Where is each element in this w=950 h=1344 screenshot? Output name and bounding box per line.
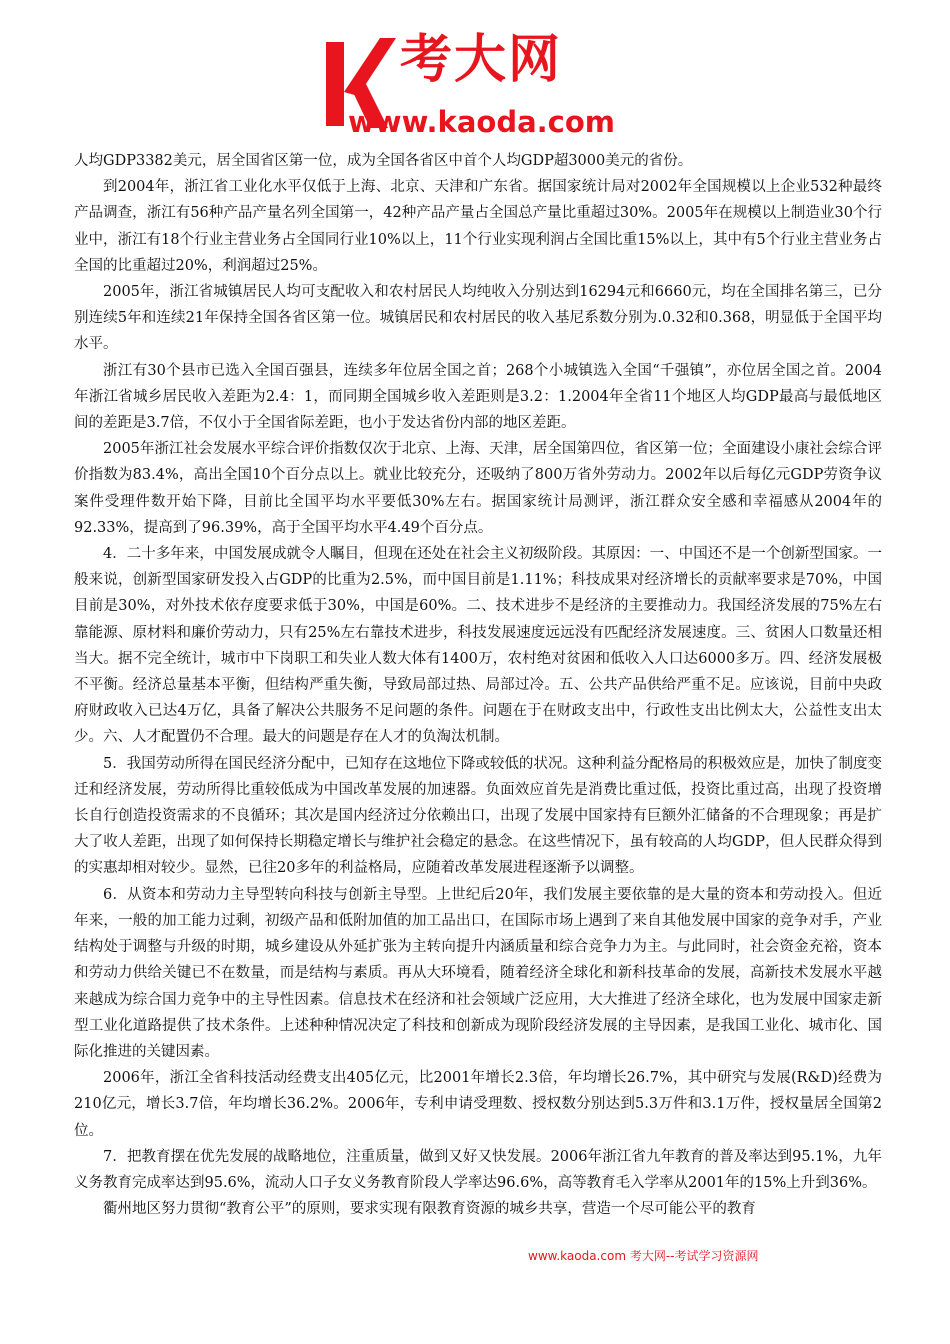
logo-chinese-name: 考大网 bbox=[400, 30, 563, 90]
article-body bbox=[74, 148, 882, 1222]
paragraph: 5．我国劳动所得在国民经济分配中，已知存在这地位下降或较低的状况。这种利益分配格局的积极效应是，加快了制度变迁和经济发展，劳动所得比重较低成为中国改革发展的加速器。负面效应首先是消费比重过低，投资比重过高，出现了投资增长自行创造投资需求的不良循环；其次是国内经济过分依赖出口，出现了发展中国家持有巨额外汇储备的不合理现象；再是扩大了收人差距，出现了如何保持长期稳定增长与维护社会稳定的悬念。在这些情况下，虽有较高的人均GDP，但人民群众得到的实惠却相对较少。显然，已往20多年的利益格局，应随着改革发展进程逐渐予以调整。 bbox=[74, 755, 882, 877]
paragraph: 到2004年，浙江省工业化水平仅低于上海、北京、天津和广东省。据国家统计局对2002年全国规模以上企业532种最终产品调查，浙江有56种产品产量名列全国第一，42种产品产量占全国总产量比重超过30%。2005年在规模以上制造业30个行业中，浙江有18个行业主营业务占全国同行业10%以上，11个行业实现利润占全国比重15%以上，其中有5个行业主营业务占全国的比重超过20%，利润超过25%。 bbox=[74, 179, 882, 274]
logo-url: www.kaoda.com bbox=[348, 105, 615, 139]
paragraph: 2005年，浙江省城镇居民人均可支配收入和农村居民人均纯收入分别达到16294元和6660元，均在全国排名第三，已分别连续5年和连续21年保持全国各省区第一位。城镇居民和农村居民的收入基尼系数分别为.0.32和0.368，明显低于全国平均水平。 bbox=[74, 284, 882, 353]
footer-link[interactable]: www.kaoda.com 考大网--考试学习资源网 bbox=[528, 1249, 759, 1263]
paragraph: 人均GDP3382美元，居全国省区第一位，成为全国各省区中首个人均GDP超3000美元的省份。 bbox=[74, 153, 693, 169]
kaoda-logo[interactable] bbox=[318, 28, 648, 140]
paragraph: 2006年，浙江全省科技活动经费支出405亿元，比2001年增长2.3倍，年均增长26.7%，其中研究与发展(R&D)经费为210亿元，增长3.7倍，年均增长36.2%。2006年，专利申请受理数、授权数分别达到5.3万件和3.1万件，授权量居全国第2位。 bbox=[74, 1070, 882, 1139]
paragraph: 衢州地区努力贯彻“教育公平”的原则，要求实现有限教育资源的城乡共享，营造一个尽可能公平的教育 bbox=[103, 1201, 756, 1218]
paragraph: 2005年浙江社会发展水平综合评价指数仅次于北京、上海、天津，居全国第四位，省区第一位；全面建设小康社会综合评价指数为83.4%，高出全国10个百分点以上。就业比较充分，还吸纳了800万省外劳动力。2002年以后每亿元GDP劳资争议案件受理件数开始下降，目前比全国平均水平要低30%左右。据国家统计局测评，浙江群众安全感和幸福感从2004年的92.33%，提高到了96.39%，高于全国平均水平4.49个百分点。 bbox=[74, 441, 882, 536]
paragraph: 6．从资本和劳动力主导型转向科技与创新主导型。上世纪后20年，我们发展主要依靠的是大量的资本和劳动投入。但近年来，一般的加工能力过剩，初级产品和低附加值的加工品出口，在国际市场上遇到了来自其他发展中国家的竞争对手，产业结构处于调整与升级的时期，城乡建设从外延扩张为主转向提升内涵质量和综合竞争力为主。与此同时，社会资金充裕，资本和劳动力供给关键已不在数量，而是结构与素质。再从大环境看，随着经济全球化和新科技革命的发展，高新技术发展水平越来越成为综合国力竞争中的主导性因素。信息技术在经济和社会领域广泛应用，大大推进了经济全球化，也为发展中国家走新型工业化道路提供了技术条件。上述种种情况决定了科技和创新成为现阶段经济发展的主导因素，是我国工业化、城市化、国际化推进的关键因素。 bbox=[74, 886, 882, 1060]
paragraph: 4．二十多年来，中国发展成就令人瞩目，但现在还处在社会主义初级阶段。其原因：一、中国还不是一个创新型国家。一般来说，创新型国家研发投入占GDP的比重为2.5%，而中国目前是1.11%；科技成果对经济增长的贡献率要求是70%，中国目前是30%，对外技术依存度要求低于30%，中国是60%。二、技术进步不是经济的主要推动力。我国经济发展的75%左右靠能源、原材料和廉价劳动力，只有25%左右靠技术进步，科技发展速度远远没有匹配经济发展速度。三、贫困人口数量还相当大。据不完全统计，城市中下岗职工和失业人数大体有1400万，农村绝对贫困和低收入人口达6000多万。四、经济发展极不平衡。经济总量基本平衡，但结构严重失衡，导致局部过热、局部过冷。五、公共产品供给严重不足。应该说，目前中央政府财政收入已达4万亿，具备了解决公共服务不足问题的条件。问题在于在财政支出中，行政性支出比例太大，公益性支出太少。六、人才配置仍不合理。最大的问题是存在人才的负淘汰机制。 bbox=[74, 546, 882, 746]
paragraph: 浙江有30个县市已选入全国百强县，连续多年位居全国之首；268个小城镇选入全国“千强镇”，亦位居全国之首。2004年浙江省城乡居民收入差距为2.4：1，而同期全国城乡收入差距则是3.2：1.2004年全省11个地区人均GDP最高与最低地区间的差距是3.7倍，不仅小于全国省际差距，也小于发达省份内部的地区差距。 bbox=[74, 362, 882, 432]
paragraph: 7．把教育摆在优先发展的战略地位，注重质量，做到又好又快发展。2006年浙江省九年教育的普及率达到95.1%，九年义务教育完成率达到95.6%，流动人口子女义务教育阶段人学率达96.6%，高等教育毛入学率从2001年的15%上升到36%。 bbox=[74, 1148, 882, 1191]
